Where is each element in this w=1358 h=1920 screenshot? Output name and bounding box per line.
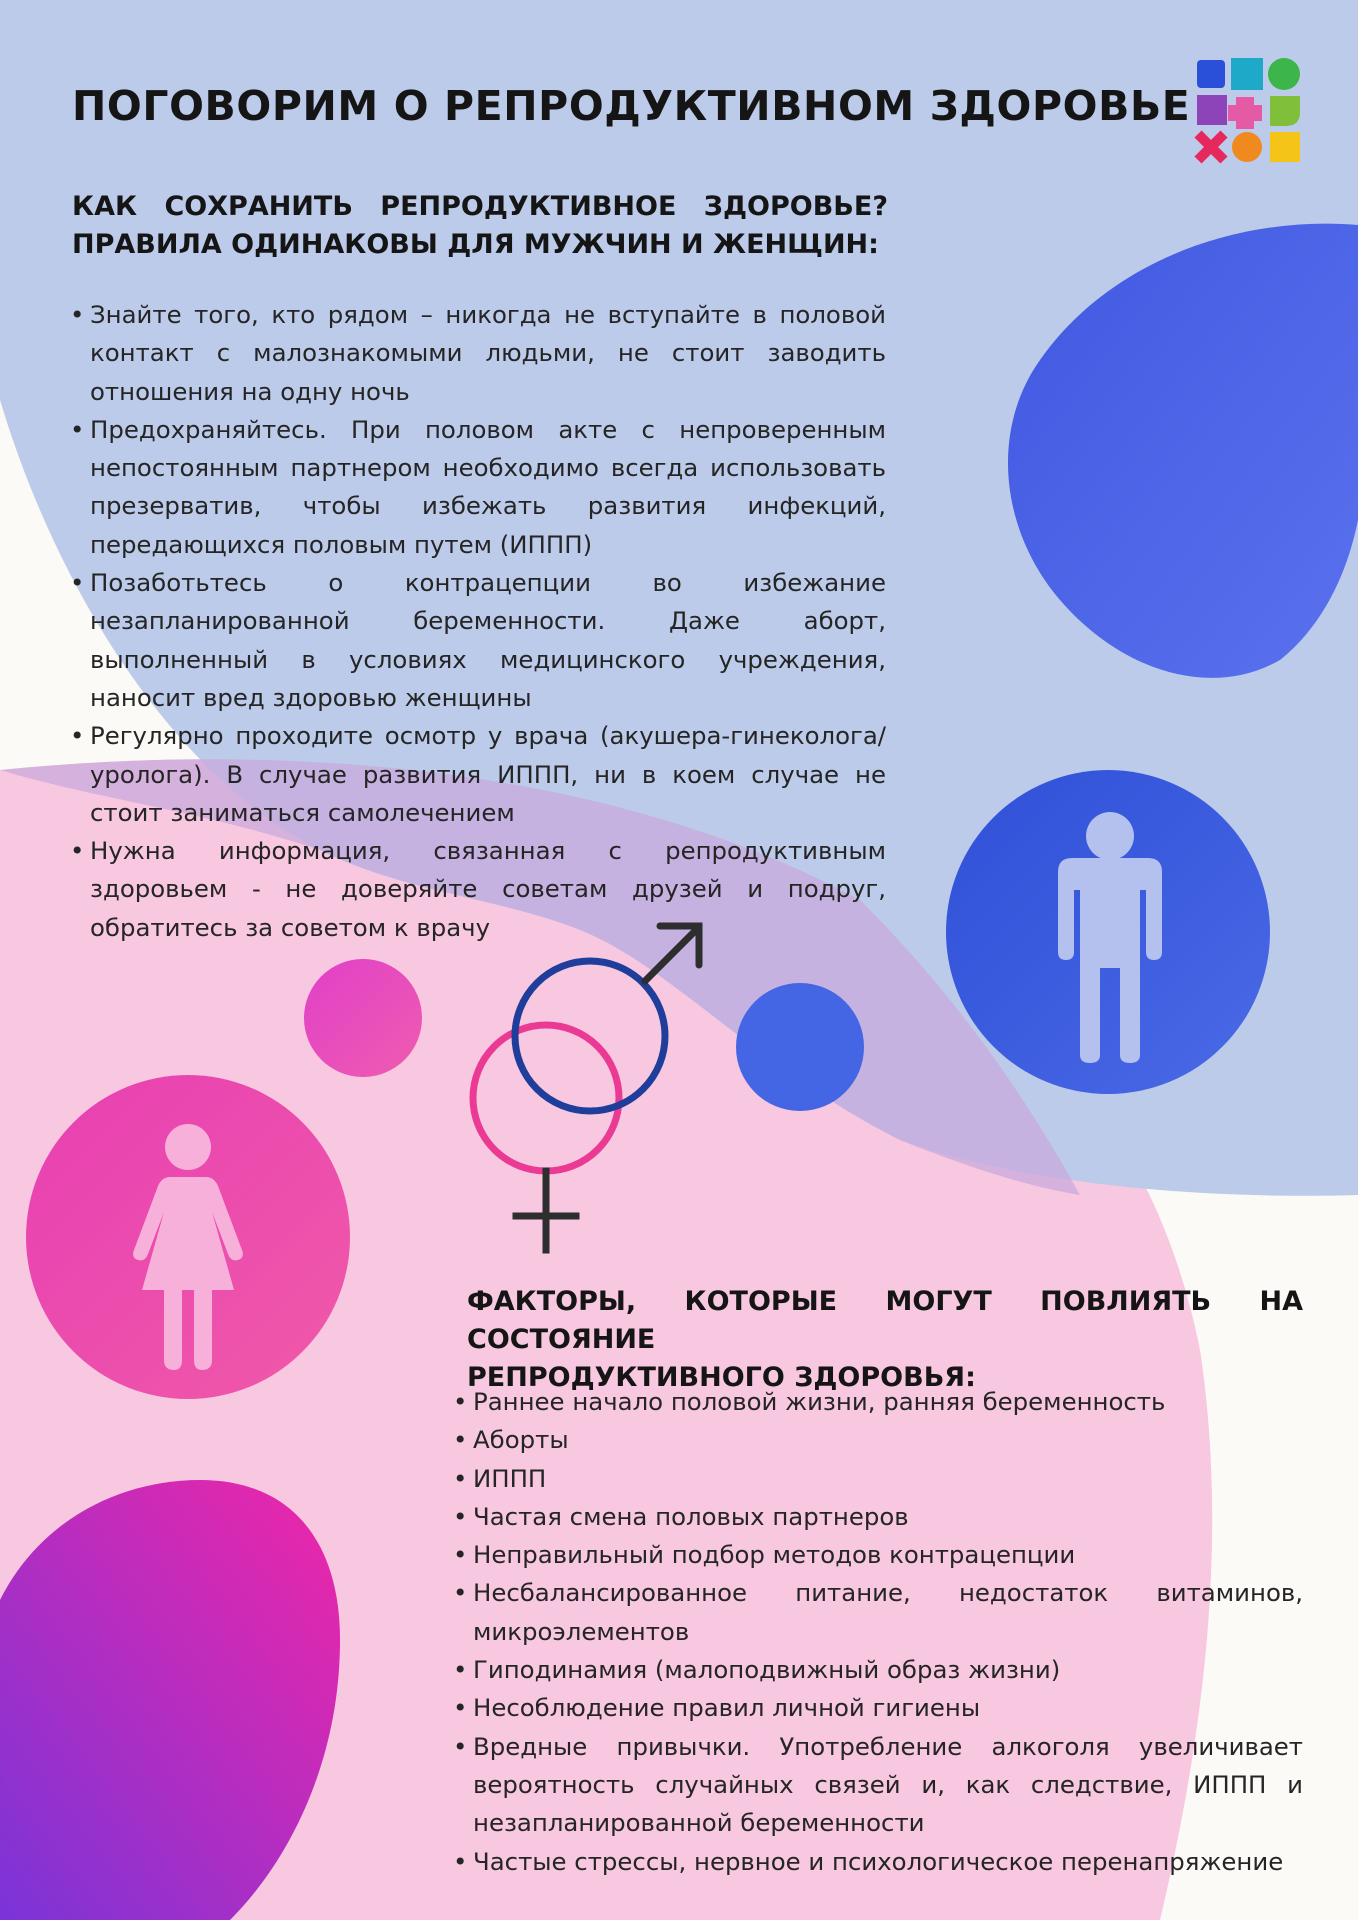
- factors-heading: [467, 1283, 1303, 1397]
- rules-heading-line2: ПРАВИЛА ОДИНАКОВЫ ДЛЯ МУЖЧИН И ЖЕНЩИН:: [72, 229, 879, 260]
- list-item: • Частая смена половых партнеров: [455, 1498, 1303, 1536]
- list-item: • Гиподинамия (малоподвижный образ жизни): [455, 1651, 1303, 1689]
- list-item: • Несоблюдение правил личной гигиены: [455, 1689, 1303, 1727]
- factors-heading-line1: ФАКТОРЫ, КОТОРЫЕ МОГУТ ПОВЛИЯТЬ НА СОСТОЯНИЕ: [467, 1286, 1303, 1355]
- list-item: • Несбалансированное питание, недостаток витаминов, микроэлементов: [455, 1574, 1303, 1651]
- list-item: • Частые стрессы, нервное и психологическое перенапряжение: [455, 1843, 1303, 1881]
- colorful-shapes-logo-icon: [1197, 58, 1300, 162]
- rules-heading: [72, 188, 888, 264]
- list-item: • Позаботьтесь о контрацепции во избежание незапланированной беременности. Даже аборт, выполненный в условиях медицинского учреждения, наносит вред здоровью женщины: [72, 564, 886, 717]
- list-item: • ИППП: [455, 1460, 1303, 1498]
- page-title: ПОГОВОРИМ О РЕПРОДУКТИВНОМ ЗДОРОВЬЕ: [72, 82, 1191, 130]
- small-pink-circle: [304, 959, 422, 1077]
- factors-heading-line2: РЕПРОДУКТИВНОГО ЗДОРОВЬЯ:: [467, 1362, 976, 1393]
- rules-list: [72, 296, 886, 947]
- factors-list: [455, 1383, 1303, 1881]
- list-item: • Вредные привычки. Употребление алкоголя увеличивает вероятность случайных связей и, как следствие, ИППП и незапланированной беременности: [455, 1728, 1303, 1843]
- list-item: • Аборты: [455, 1421, 1303, 1459]
- list-item: • Знайте того, кто рядом – никогда не вступайте в половой контакт с малознакомыми людьми, не стоит заводить отношения на одну ночь: [72, 296, 886, 411]
- list-item: • Раннее начало половой жизни, ранняя беременность: [455, 1383, 1303, 1421]
- list-item: • Неправильный подбор методов контрацепции: [455, 1536, 1303, 1574]
- rules-heading-line1: КАК СОХРАНИТЬ РЕПРОДУКТИВНОЕ ЗДОРОВЬЕ?: [72, 191, 888, 222]
- small-blue-circle: [736, 983, 864, 1111]
- list-item: • Предохраняйтесь. При половом акте с непроверенным непостоянным партнером необходимо всегда использовать презерватив, чтобы избежать развития инфекций, передающихся половым путем (ИППП): [72, 411, 886, 564]
- list-item: • Регулярно проходите осмотр у врача (акушера-гинеколога/ уролога). В случае развития ИППП, ни в коем случае не стоит заниматься самолечением: [72, 717, 886, 832]
- list-item: • Нужна информация, связанная с репродуктивным здоровьем - не доверяйте советам друзей и подруг, обратитесь за советом к врачу: [72, 832, 886, 947]
